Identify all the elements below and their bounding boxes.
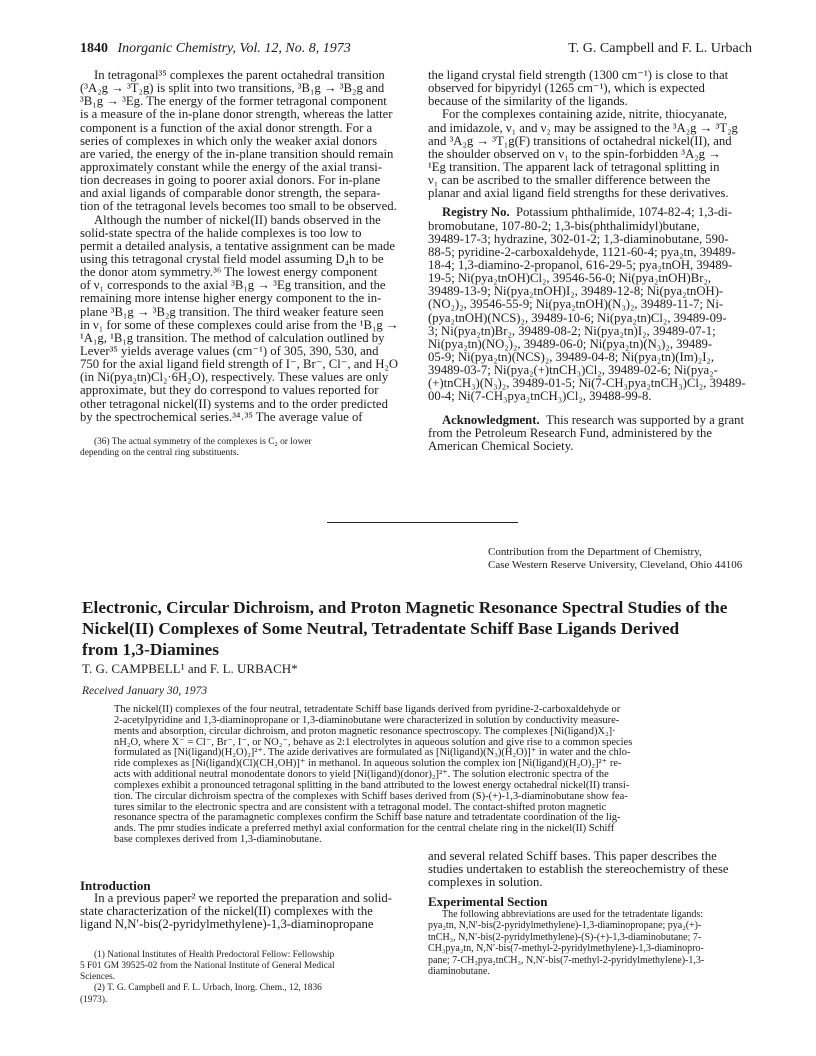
affiliation-line: Case Western Reserve University, Cleveland, Ohio 44106 (488, 559, 743, 571)
footnote-line: (1973). (80, 994, 108, 1005)
text-line: ligand N,N′-bis(2-pyridylmethylene)-1,3-diaminopropane (80, 917, 374, 932)
text-line: (NO₂)₂, 39546-55-9; Ni(pya₂tnOH)(N₃)₂, 39489-11-7; Ni- (428, 297, 724, 312)
acknowledgment-heading: Acknowledgment. (442, 412, 540, 427)
text-line: the shoulder observed on ν₁ to the spin-forbidden ³A₂g → (428, 146, 721, 161)
abstract-line: ride complexes as [Ni(ligand)(Cl)(CH₃OH)]⁺ in methanol. In aqueous solution the complex ion [Ni(ligand)(H₂O)₂]²⁺ re- (114, 758, 622, 770)
text-line: 39489-13-9; Ni(pya₂tnOH)I₂, 39489-12-8; Ni(pya₂tnOH)- (428, 284, 724, 299)
article-authors: T. G. CAMPBELL¹ and F. L. URBACH* (82, 661, 298, 676)
text-line: state characterization of the nickel(II) complexes with the (80, 904, 373, 919)
top-left-column (80, 69, 399, 459)
abstract-line: nH₂O, where X⁻ = Cl⁻, Br⁻, I⁻, or NO₂⁻, behave as 2:1 electrolytes in aqueous solution and give rise to a common species (114, 736, 633, 748)
text-line: ν₁ can be ascribed to the smaller difference between the (428, 173, 711, 188)
registry-numbers (428, 206, 746, 403)
text-line: and ³A₂g → ³T₁g(F) transitions of octahedral nickel(II), and (428, 133, 732, 148)
text-line: bromobutane, 107-80-2; 1,3-bis(phthalimidyl)butane, (428, 218, 700, 233)
registry-heading: Registry No. (442, 205, 510, 220)
running-header-authors: T. G. Campbell and F. L. Urbach (568, 41, 752, 56)
title-line: from 1,3-Diamines (82, 640, 219, 659)
text-line: In a previous paper² we reported the preparation and solid- (94, 891, 392, 906)
text-line: by the spectrochemical series.³⁴˒³⁵ The average value of (80, 409, 363, 424)
abstract-line: ments and absorption, circular dichroism, and proton magnetic resonance spectroscopy. The complexes [Ni(ligand)X₂]· (114, 725, 616, 737)
text-line: pya₂tn, N,N′-bis(2-pyridylmethylene)-1,3-diaminopropane; pya₂(+)- (428, 920, 702, 932)
text-line: ¹A₁g, ¹B₁g transition. The method of calculation outlined by (80, 330, 385, 345)
abstract-line: resonance spectra of the paramagnetic complexes confirm the Schiff base nature and tetradentate coordination of the lig- (114, 812, 621, 824)
experimental-heading: Experimental Section (428, 894, 548, 910)
text-line: 19-5; Ni(pya₂tnOH)Cl₂, 39546-56-0; Ni(pya₂tnOH)Br₂, (428, 271, 712, 286)
footnote-line: depending on the central ring substituents. (80, 448, 239, 459)
text-line: approximate, but they do correspond to values reported for (80, 383, 379, 398)
article-separator-rule (327, 522, 518, 523)
journal-citation: Inorganic Chemistry, Vol. 12, No. 8, 1973 (117, 41, 351, 56)
text-line: using this tetragonal crystal field model assuming D₄h to be (80, 251, 384, 266)
text-line: is a measure of the in-plane donor strength, whereas the latter (80, 107, 393, 122)
text-line: (+)tnCH₃)(N₃)₂, 39489-01-5; Ni(7-CH₃pya₂tnCH₃)Cl₂, 39489- (428, 376, 746, 391)
text-line: (³A₂g → ³T₂g) is split into two transitions, ³B₁g → ³B₂g and (80, 81, 385, 96)
text-line: planar and axial ligand field strengths for these derivatives. (428, 186, 729, 201)
text-line: American Chemical Society. (428, 438, 574, 453)
footnote-line: (36) The actual symmetry of the complexes is C₂ or lower (94, 436, 312, 447)
text-line: solid-state spectra of the halide complexes is too low to (80, 225, 362, 240)
text-line: and axial ligands of comparable donor strength, the separa- (80, 186, 381, 201)
text-line: plane ³B₁g → ³B₂g transition. The third weaker feature seen (80, 304, 384, 319)
body-paragraph (80, 69, 399, 424)
text-line: 88-5; pyridine-2-carboxaldehyde, 1121-60-4; pya₂tn, 39489- (428, 244, 736, 259)
text-line: approximately constant while the energy of the axial transi- (80, 159, 383, 174)
text-line: other tetragonal nickel(II) systems and to the order predicted (80, 396, 388, 411)
text-line: ¹Eg transition. The apparent lack of tetragonal splitting in (428, 159, 720, 174)
abbreviations-paragraph (428, 909, 729, 978)
top-right-column (428, 69, 746, 453)
text-line: 05-9; Ni(pya₂tn)(NCS)₂, 39489-04-8; Ni(pya₂tn)(Im)₂I₂, (428, 349, 715, 364)
text-line: in ν₁ for some of these complexes could arise from the ¹B₁g → (80, 317, 399, 332)
abstract (114, 705, 632, 846)
abstract-line: The nickel(II) complexes of the four neutral, tetradentate Schiff base ligands derived from pyridine-2-carboxaldehyde or (114, 704, 621, 715)
footnote-line: (2) T. G. Campbell and F. L. Urbach, Inorg. Chem., 12, 1836 (94, 983, 322, 994)
article-title (82, 597, 727, 660)
footnotes (80, 950, 392, 1006)
abstract-line: 2-acetylpyridine and 1,3-diaminopropane or 1,3-diaminobutane were characterized in solution by conductivity measure- (114, 714, 620, 726)
text-line: 3; Ni(pya₂tn)Br₂, 39489-08-2; Ni(pya₂tn)I₂, 39489-07-1; (428, 323, 716, 338)
text-line: The following abbreviations are used for the tetradentate ligands: (442, 908, 704, 920)
text-line: studies undertaken to establish the stereochemistry of these (428, 862, 729, 877)
text-line: Ni(pya₂tn)(NO₂)₂, 39489-06-0; Ni(pya₂tn)(N₃)₂, 39489- (428, 336, 713, 351)
abstract-line: ands. The pmr studies indicate a preferred methyl axial conformation for the central chelate ring in the nickel(II) Schiff (114, 823, 615, 835)
text-line: are varied, the energy of the in-plane transition should remain (80, 146, 394, 161)
text-line: 00-4; Ni(7-CH₃pya₂tnCH₃)Cl₂, 39488-99-8. (428, 389, 652, 404)
text-line: In tetragonal³⁵ complexes the parent octahedral transition (94, 68, 385, 82)
text-line: Although the number of nickel(II) bands observed in the (94, 212, 381, 227)
contribution-affiliation (488, 546, 742, 572)
abstract-line: acts with additional neutral monodentate donors to yield [Ni(ligand)(donor)₂]²⁺. The solution electronic spectra of the (114, 769, 609, 781)
page-number: 1840 (80, 41, 108, 56)
introduction-heading: Introduction (80, 878, 151, 893)
text-line: 39489-17-3; hydrazine, 302-01-2; 1,3-diaminobutane, 590- (428, 231, 729, 246)
registry-text: Potassium phthalimide, 1074-82-4; 1,3-di- (516, 205, 733, 220)
text-line: the ligand crystal field strength (1300 cm⁻¹) is close to that (428, 68, 729, 82)
text-line: pane; 7-CH₃pya₂tnCH₃, N,N′-bis(7-methyl-2-pyridylmethylene)-1,3- (428, 954, 705, 966)
text-line: tion of the tetragonal levels becomes too small to be observed. (80, 199, 397, 214)
text-line: because of the similarity of the ligands. (428, 94, 628, 109)
text-line: of ν₁ corresponds to the axial ³B₁g → ³Eg transition, and the (80, 278, 386, 293)
bottom-left-column (80, 879, 392, 1006)
text-line: 39489-03-7; Ni(pya₂(+)tnCH₃)Cl₂, 39489-02-6; Ni(pya₂- (428, 363, 718, 378)
text-line: ³B₁g → ³Eg. The energy of the former tetragonal component (80, 94, 387, 109)
footnote-line: 5 F01 GM 39525-02 from the National Institute of General Medical (80, 960, 335, 971)
text-line: permit a detailed analysis, a tentative assignment can be made (80, 238, 395, 253)
text-line: (in Ni(pya₂tn)Cl₂·6H₂O), respectively. These values are only (80, 370, 389, 385)
text-line: series of complexes in which only the weaker axial donors (80, 133, 378, 148)
text-line: Lever³⁵ yields average values (cm⁻¹) of 305, 390, 530, and (80, 343, 379, 358)
text-line: tion decreases in going to poorer axial donors. For in-plane (80, 173, 381, 188)
title-line: Electronic, Circular Dichroism, and Proton Magnetic Resonance Spectral Studies of the (82, 598, 728, 617)
text-line: (pya₂tnOH)(NCS)₂, 39489-10-6; Ni(pya₂tn)Cl₂, 39489-09- (428, 310, 727, 325)
abstract-line: tion. The circular dichroism spectra of the complexes with Schiff bases derived from (S)-(+)-1,3-diaminobutane show fea- (114, 790, 628, 802)
bottom-right-column (428, 850, 729, 978)
text-line: component is a function of the axial donor strength. For a (80, 120, 373, 135)
abstract-line: tures similar to the electronic spectra and are consistent with a tetragonal model. The contact-shifted proton magnetic (114, 801, 607, 813)
title-line: Nickel(II) Complexes of Some Neutral, Tetradentate Schiff Base Ligands Derived (82, 619, 680, 638)
text-line: 750 for the axial ligand field strength of I⁻, Br⁻, Cl⁻, and H₂O (80, 357, 399, 372)
text-line: the donor atom symmetry.³⁶ The lowest energy component (80, 265, 378, 280)
text-line: tnCH₃, N,N′-bis(2-pyridylmethylene)-(S)-(+)-1,3-diaminobutane; 7- (428, 931, 702, 943)
affiliation-line: Contribution from the Department of Chemistry, (488, 546, 702, 558)
text-line: CH₃pya₂tn, N,N′-bis(7-methyl-2-pyridylmethylene)-1,3-diaminopro- (428, 943, 704, 955)
acknowledgment-text: This research was supported by a grant (545, 412, 744, 427)
received-date: Received January 30, 1973 (82, 685, 208, 697)
abstract-line: complexes exhibit a pronounced tetragonal splitting in the band attributed to the lowest energy octahedral nickel(II) transi- (114, 779, 630, 791)
text-line: remaining more intense higher energy component to the in- (80, 291, 382, 306)
footnote-line: Sciences. (80, 972, 116, 983)
acknowledgment (428, 414, 746, 453)
abstract-line: formulated as [Ni(ligand)(H₂O)₂]²⁺. The azide derivatives are formulated as [Ni(ligand)(N₃)(H₂O)]⁺ in water and the chlo- (114, 747, 631, 759)
footnote-36 (80, 437, 399, 460)
text-line: observed for bipyridyl (1265 cm⁻¹), which is expected (428, 81, 705, 96)
text-line: complexes in solution. (428, 875, 543, 890)
text-line: and several related Schiff bases. This paper describes the (428, 849, 717, 863)
text-line: diaminobutane. (428, 966, 490, 978)
text-line: and imidazole, ν₁ and ν₂ may be assigned to the ³A₂g → ³T₂g (428, 120, 738, 135)
text-line: from the Petroleum Research Fund, administered by the (428, 425, 712, 440)
text-line: For the complexes containing azide, nitrite, thiocyanate, (442, 107, 728, 122)
running-header-left (80, 41, 351, 57)
abstract-line: base complexes derived from 1,3-diaminobutane. (114, 834, 322, 846)
footnote-line: (1) National Institutes of Health Predoctoral Fellow: Fellowship (94, 949, 335, 960)
body-paragraph (428, 69, 746, 200)
text-line: 18-4; 1,3-diamino-2-propanol, 616-29-5; pya₂tnOH, 39489- (428, 257, 733, 272)
